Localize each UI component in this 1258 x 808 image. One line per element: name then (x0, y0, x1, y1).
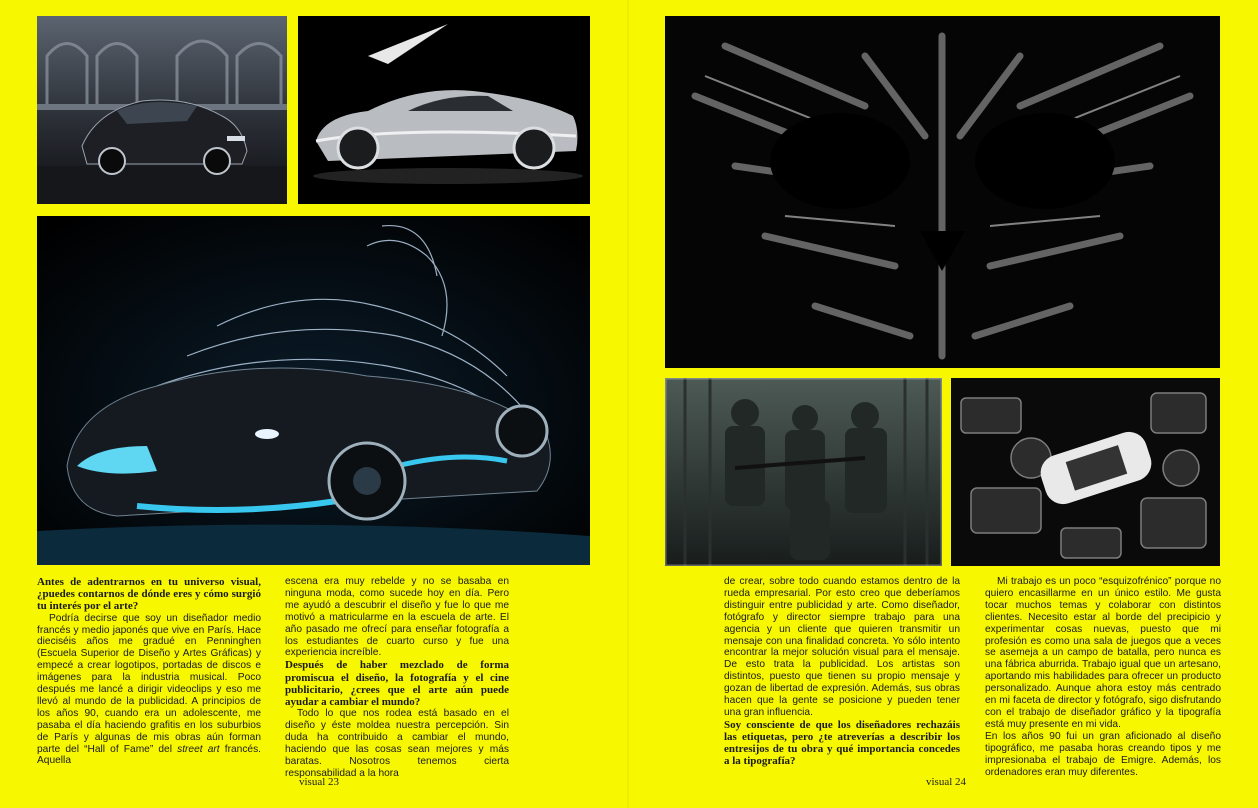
answer-1-end: francés. Aquella (37, 743, 262, 767)
right-column-2 (985, 576, 1221, 778)
photo-concept-car (37, 216, 590, 565)
answer-1-italic: street art (177, 743, 220, 755)
answer-2: Todo lo que nos rodea está basado en el diseño y éste moldea nuestra percepción. Sin duda ha contribuido a cambiar el mundo, haciendo que las cosas sean mejores y más baratas. Nosotros tenemos cierta responsabilidad a la hora (285, 708, 509, 779)
right-column-1 (724, 576, 960, 768)
answer-2-continued: de crear, sobre todo cuando estamos dentro de la rueda empresarial. Por esto creo que deberíamos distinguir entre publicidad y arte. Como diseñador, fotógrafo y director siempre trabajo para una agencia y un cliente que quieren transmitir un mensaje con una finalidad concreta. Yo sólo intento encontrar la mejor solución visual para el mensaje. De esto trata la publicidad. Los artistas son distintos, puesto que tienen su propio mensaje y gozan de libertad de expresión. Además, sus obras hacen que la gente se posicione y pueden tener una gran influencia. (724, 576, 960, 718)
photo-skull-guns (665, 16, 1220, 368)
photo-citroen-ds3 (37, 16, 287, 204)
answer-1-continued: escena era muy rebelde y no se basaba en ninguna moda, como sucede hoy en día. Pero me ayudó a descubrir el diseño y fue lo que me motivó a matricularme en la escuela de arte. El año pasado me ofrecí para enseñar fotografía a los estudiantes de cuarto curso y fue una experiencia increíble. (285, 576, 509, 659)
spine-shadow (627, 0, 629, 808)
photo-aston-martin (298, 16, 590, 204)
question-1: Antes de adentrarnos en tu universo visual, ¿puedes contarnos de dónde eres y cómo surgió tu interés por el arte? (37, 576, 261, 613)
answer-1-text: Podría decirse que soy un diseñador medio francés y medio japonés que vive en París. Hace dieciséis años me gradué en Penninghen (Escuela Superior de Diseño y Artes Gráficas) y empecé a crear logotipos, portadas de discos e imágenes para la industria musical. Poco después me lancé a dirigir videoclips y eso me llevó al mundo de la publicidad. A principios de los años 90, cuando era un adolescente, me pasaba el día haciendo grafitis en los suburbios de París y algunas de mis obras aún forman parte del “Hall of Fame” del (37, 612, 261, 755)
answer-3: Mi trabajo es un poco “esquizofrénico” porque no quiero encasillarme en un único estilo. Me gusta tocar muchos temas y colaborar con distintos clientes. Necesito estar al borde del precipicio y experimentar cosas nuevas, puesto que mi profesión es como una sala de juegos que a veces se asemeja a un campo de batalla, pero nunca es una fábrica aburrida. Trabajo igual que un artesano, aportando mis habilidades para ofrecer un producto personalizado. Aunque ahora estoy más centrado en mi faceta de director y fotógrafo, sigo disfrutando con el trabajo de diseñador gráfico y la tipografía está muy presente en mi vida. (985, 576, 1221, 730)
left-column-1 (37, 576, 261, 767)
folio-left: visual 23 (299, 776, 340, 788)
answer-1 (37, 613, 261, 768)
photo-soldiers (665, 378, 942, 566)
folio-right: visual 24 (926, 776, 967, 788)
answer-3-continued: En los años 90 fui un gran aficionado al diseño tipográfico, me pasaba horas creando tipos y me impresionaba el trabajo de Emigre. Además, los ordenadores eran muy diferentes. (985, 730, 1221, 778)
photo-gadgets (951, 378, 1220, 566)
question-2: Después de haber mezclado de forma promiscua el diseño, la fotografía y el cine publicitario, ¿crees que el arte aún puede ayudar a cambiar el mundo? (285, 659, 509, 708)
question-3: Soy consciente de que los diseñadores rechazáis las etiquetas, pero ¿te atreverías a describir los entresijos de tu obra y qué importancia concedes a la tipografía? (724, 718, 960, 768)
left-column-2 (285, 576, 509, 780)
